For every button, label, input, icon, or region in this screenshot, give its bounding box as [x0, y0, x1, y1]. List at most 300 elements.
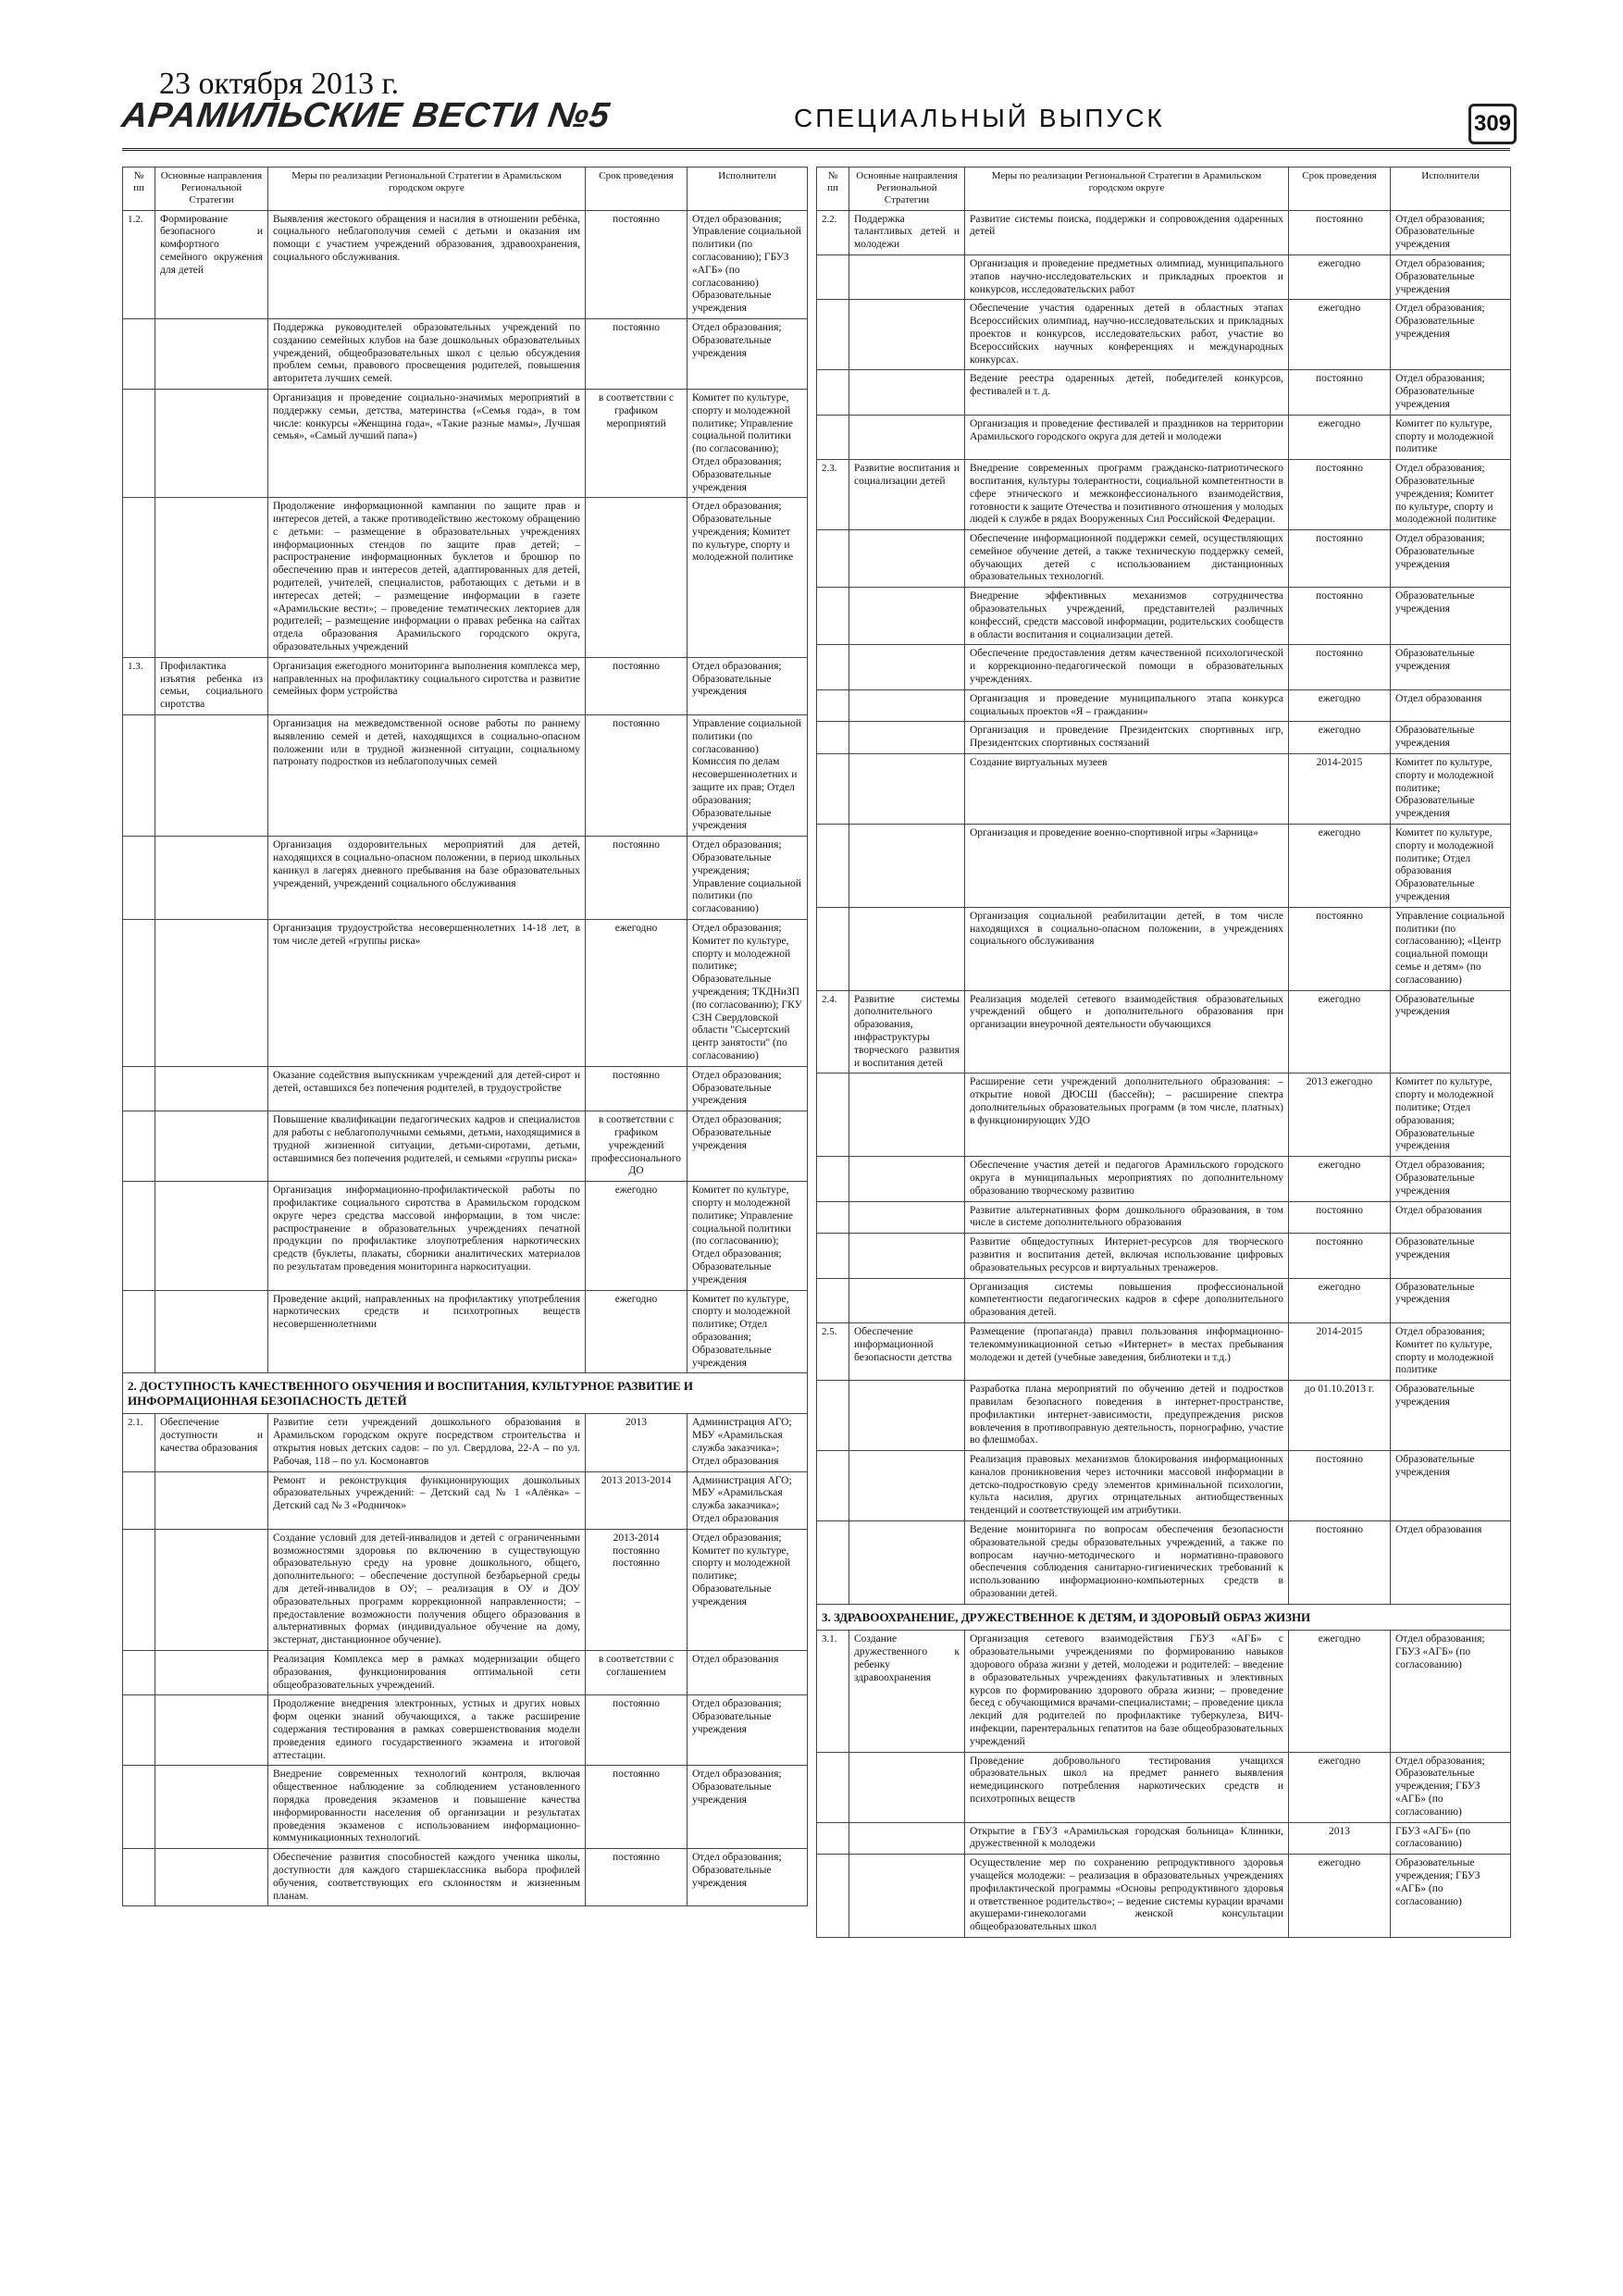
cell-direction — [849, 1278, 965, 1322]
cell-measure: Разработка плана мероприятий по обучению детей и подростков правилам безопасного поведения в интернет-пространстве, профилактики интернет-зависимости, предупреждения рисков вовлечения в противоправную деятельность, порнографию, участие во флешмобах. — [965, 1381, 1289, 1451]
cell-executors: Комитет по культуре, спорту и молодежной политике; Управление социальной политики (по согласованию); Отдел образования; Образовательные учреждения — [688, 1182, 808, 1290]
cell-executors: Отдел образования; Образовательные учреждения; Управление социальной политики (по согласованию) — [688, 837, 808, 920]
cell-direction — [849, 1157, 965, 1201]
cell-executors: Управление социальной политики (по согласованию); «Центр социальной помощи семье и детям» (по согласованию) — [1391, 907, 1511, 990]
cell-term: постоянно — [586, 1066, 688, 1111]
table-row — [817, 588, 1511, 645]
section-heading: 3. ЗДРАВООХРАНЕНИЕ, ДРУЖЕСТВЕННОЕ К ДЕТЯМ, И ЗДОРОВЫЙ ОБРАЗ ЖИЗНИ — [817, 1604, 1511, 1631]
cell-direction — [849, 1752, 965, 1822]
cell-term: постоянно — [1289, 530, 1391, 588]
cell-measure: Обеспечение участия одаренных детей в областных этапах Всероссийских олимпиад, научно-исследовательских и прикладных проектов и конкурсов, исследовательских работ, участие во Всероссийских научных конференциях и международных конкурсах. — [965, 300, 1289, 370]
cell-term: ежегодно — [1289, 689, 1391, 722]
cell-num — [123, 1766, 155, 1849]
cell-term: постоянно — [586, 715, 688, 837]
cell-direction — [155, 1766, 268, 1849]
cell-direction — [849, 1201, 965, 1234]
cell-term: в соответствии с графиком мероприятий — [586, 389, 688, 497]
cell-direction — [849, 754, 965, 825]
col-executors: Исполнители — [688, 168, 808, 211]
left-rows — [123, 210, 808, 1373]
cell-term: постоянно — [586, 1849, 688, 1906]
cell-num — [123, 1111, 155, 1182]
cell-num — [817, 907, 849, 990]
cell-executors: Отдел образования; Образовательные учреждения — [1391, 530, 1511, 588]
cell-measure: Поддержка руководителей образовательных учреждений по созданию семейных клубов на базе дошкольных образовательных учреждений, общеобразовательных школ с целью обсуждения проблем семьи, правового просвещения родителей, повышения авторитета лучших семей. — [268, 318, 586, 389]
table-row — [817, 1157, 1511, 1201]
cell-num: 1.3. — [123, 657, 155, 714]
cell-term: постоянно — [1289, 588, 1391, 645]
cell-direction — [849, 1855, 965, 1938]
cell-num — [817, 370, 849, 415]
table-row — [123, 920, 808, 1067]
cell-measure: Реализация правовых механизмов блокирования информационных каналов проникновения через источники массовой информации в детско-подростковую среду элементов криминальной психологии, культа насилия, других отрицательных антиобщественных тенденций и соответствующей им атрибутики. — [965, 1451, 1289, 1521]
cell-direction — [849, 254, 965, 299]
cell-num — [123, 1290, 155, 1373]
cell-executors: Комитет по культуре, спорту и молодежной политике; Отдел образования Образовательные учреждения — [1391, 825, 1511, 908]
cell-direction — [849, 415, 965, 459]
cell-term: постоянно — [586, 1766, 688, 1849]
cell-measure: Внедрение современных технологий контроля, включая общественное наблюдение за соблюдением установленного порядка проведения экзаменов и повышение качества информированности населения об организации и результатах проведения экзаменов с использованием информационно-коммуникационных технологий. — [268, 1766, 586, 1849]
table-row — [817, 689, 1511, 722]
cell-direction — [849, 1234, 965, 1278]
cell-num: 2.2. — [817, 210, 849, 254]
issue-date: 23 октября 2013 г. — [159, 67, 400, 101]
cell-num — [817, 530, 849, 588]
cell-measure: Организация и проведение муниципального этапа конкурса социальных проектов «Я – гражданин» — [965, 689, 1289, 722]
cell-term: постоянно — [1289, 460, 1391, 530]
cell-direction: Обеспечение доступности и качества образования — [155, 1414, 268, 1471]
cell-direction — [155, 920, 268, 1067]
cell-executors: Отдел образования; Комитет по культуре, спорту и молодежной политике; Образовательные учреждения — [688, 1529, 808, 1650]
cell-term: ежегодно — [1289, 1855, 1391, 1938]
cell-term: 2013-2014 постоянно постоянно — [586, 1529, 688, 1650]
table-row — [817, 415, 1511, 459]
cell-measure: Ремонт и реконструкция функционирующих дошкольных образовательных учреждений: – Детский сад № 1 «Алёнка» – Детский сад № 3 «Родничок» — [268, 1471, 586, 1529]
cell-executors: Отдел образования; Образовательные учреждения — [688, 1849, 808, 1906]
cell-term: постоянно — [586, 1695, 688, 1766]
cell-executors: Отдел образования; Образовательные учреждения; ГБУЗ «АГБ» (по согласованию) — [1391, 1752, 1511, 1822]
table-row — [817, 1234, 1511, 1278]
cell-executors: Образовательные учреждения — [1391, 990, 1511, 1074]
cell-measure: Реализация Комплекса мер в рамках модернизации общего образования, функционирования оптимальной сети общеобразовательных учреждений. — [268, 1651, 586, 1695]
table-row — [123, 1066, 808, 1111]
newspaper-title: АРАМИЛЬСКИЕ ВЕСТИ №5 — [119, 96, 613, 135]
table-row — [123, 715, 808, 837]
cell-term: ежегодно — [1289, 1631, 1391, 1752]
col-term: Срок проведения — [586, 168, 688, 211]
cell-measure: Развитие сети учреждений дошкольного образования в Арамильском городском округе посредством строительства и открытия новых детских садов: – по ул. Свердлова, 22-А – по ул. Рабочая, 118 – по ул. Космонавтов — [268, 1414, 586, 1471]
cell-measure: Размещение (пропаганда) правил пользования информационно-телекоммуникационной сетью «Интернет» в местах пребывания молодежи и детей (учебные заведения, библиотеки и т.д.) — [965, 1322, 1289, 1380]
col-num: № пп — [123, 168, 155, 211]
table-row — [817, 1752, 1511, 1822]
cell-measure: Оказание содействия выпускникам учреждений для детей-сирот и детей, оставшихся без попечения родителей, в трудоустройстве — [268, 1066, 586, 1111]
col-direction: Основные направления Региональной Стратегии — [849, 168, 965, 211]
cell-term: постоянно — [1289, 1201, 1391, 1234]
cell-direction — [155, 1471, 268, 1529]
right-rows-2 — [817, 1631, 1511, 1938]
table-row — [123, 318, 808, 389]
cell-term: ежегодно — [586, 1290, 688, 1373]
cell-executors: Отдел образования; Образовательные учреждения — [1391, 254, 1511, 299]
table-row — [817, 907, 1511, 990]
table-row — [817, 1201, 1511, 1234]
cell-measure: Организация и проведение предметных олимпиад, муниципального этапов научно-исследовательских и прикладных проектов и конкурсов, исследовательских работ — [965, 254, 1289, 299]
cell-num — [123, 1651, 155, 1695]
cell-term: до 01.10.2013 г. — [1289, 1381, 1391, 1451]
cell-direction — [155, 1290, 268, 1373]
cell-executors: Образовательные учреждения — [1391, 1381, 1511, 1451]
cell-measure: Реализация моделей сетевого взаимодействия образовательных учреждений общего и дополнительного образования при организации внеурочной деятельности обучающихся — [965, 990, 1289, 1074]
cell-executors: Комитет по культуре, спорту и молодежной политике; Отдел образования; Образовательные учреждения — [688, 1290, 808, 1373]
table-row — [817, 1278, 1511, 1322]
cell-direction — [849, 300, 965, 370]
cell-direction — [849, 370, 965, 415]
cell-measure: Создание условий для детей-инвалидов и детей с ограниченными возможностями здоровья по включению в существующую образовательную среду на уровне дошкольного, общего, дополнительного: – обеспечение доступной безбарьерной среды для детей-инвалидов в ОУ; – реализация в ОУ и ДОУ образовательных программ коррекционной направленности; – предоставление возможности получения общего образования в альтернативных формах (индивидуальное обучение на дому, экстернат, дистанционное обучение). — [268, 1529, 586, 1650]
cell-measure: Расширение сети учреждений дополнительного образования: – открытие новой ДЮСШ (бассейн); – расширение спектра дополнительных образовательных программ (в том числе, платных) в функционирующих УДО — [965, 1074, 1289, 1157]
col-measures: Меры по реализации Региональной Стратегии в Арамильском городском округе — [965, 168, 1289, 211]
cell-measure: Продолжение информационной кампании по защите прав и интересов детей, а также противодействию жестокому обращению с детьми: – размещение в образовательных учреждениях информационных стендов по защите прав детей; – распространение информационных буклетов и брошюр по обеспечению прав и интересов детей, адаптированных для детей, родителей, учителей, специалистов, работающих с детьми и в интересах детей; – размещение информации в газете «Арамильские вести»; – проведение тематических лекториев для родителей; – размещение информации о правах ребенка на сайтах отдела образования Арамильского городского округа, образовательных учреждений — [268, 498, 586, 658]
cell-direction — [849, 825, 965, 908]
cell-executors: Отдел образования; Образовательные учреждения — [688, 1111, 808, 1182]
table-row — [817, 1822, 1511, 1855]
cell-measure: Организация информационно-профилактической работы по профилактике социального сиротства в Арамильском городском округе через средства массовой информации, в том числе: распространение в образовательных учреждениях печатной продукции по профилактике злоупотребления наркотических средств (буклеты, плакаты, сборники аналитических материалов по результатам проведения мониторинга наркоситуации. — [268, 1182, 586, 1290]
cell-direction — [849, 645, 965, 689]
table-row — [123, 1695, 808, 1766]
table-row — [817, 754, 1511, 825]
cell-executors: Образовательные учреждения — [1391, 588, 1511, 645]
table-row — [817, 300, 1511, 370]
cell-measure: Ведение реестра одаренных детей, победителей конкурсов, фестивалей и т. д. — [965, 370, 1289, 415]
table-row — [817, 1322, 1511, 1380]
table-row — [123, 1111, 808, 1182]
cell-executors: Отдел образования — [1391, 1521, 1511, 1605]
cell-executors: Отдел образования — [688, 1651, 808, 1695]
cell-executors: Управление социальной политики (по согласованию) Комиссия по делам несовершеннолетних и защите их прав; Отдел образования; Образовательные учреждения — [688, 715, 808, 837]
cell-term: постоянно — [1289, 1234, 1391, 1278]
table-row — [817, 825, 1511, 908]
cell-term: ежегодно — [1289, 300, 1391, 370]
cell-term: ежегодно — [1289, 254, 1391, 299]
cell-term: ежегодно — [1289, 1752, 1391, 1822]
cell-measure: Организация и проведение социально-значимых мероприятий в поддержку семьи, детства, материнства («Семья года», в том числе: конкурсы «Женщина года», «Такие разные мамы», Лучшая семья», «Самый лучший папа») — [268, 389, 586, 497]
cell-num — [817, 300, 849, 370]
cell-num: 2.3. — [817, 460, 849, 530]
cell-direction: Развитие воспитания и социализации детей — [849, 460, 965, 530]
table-header-row — [817, 168, 1511, 211]
cell-num — [817, 645, 849, 689]
col-measures: Меры по реализации Региональной Стратегии в Арамильском городском округе — [268, 168, 586, 211]
table-row — [817, 530, 1511, 588]
cell-measure: Организация и проведение Президентских спортивных игр, Президентских спортивных состязаний — [965, 722, 1289, 754]
table-row — [123, 657, 808, 714]
cell-direction — [849, 689, 965, 722]
cell-executors: Отдел образования; Образовательные учреждения — [1391, 1157, 1511, 1201]
cell-num: 3.1. — [817, 1631, 849, 1752]
cell-measure: Ведение мониторинга по вопросам обеспечения безопасности образовательной среды образовательных учреждений, а также по вопросам научно-методического и нормативно-правового обеспечения соблюдения санитарно-гигиенических требований к использованию информационно-компьютерных средств в образовании детей. — [965, 1521, 1289, 1605]
cell-term: постоянно — [1289, 645, 1391, 689]
cell-measure: Создание виртуальных музеев — [965, 754, 1289, 825]
table-row — [123, 1182, 808, 1290]
cell-term: постоянно — [1289, 1521, 1391, 1605]
cell-measure: Проведение акций, направленных на профилактику употребления наркотических средств и психотропных веществ несовершеннолетними — [268, 1290, 586, 1373]
strategy-table-left — [122, 167, 808, 1906]
cell-num — [123, 1471, 155, 1529]
section-row — [817, 1604, 1511, 1631]
cell-measure: Открытие в ГБУЗ «Арамильская городская больница» Клиники, дружественной к молодежи — [965, 1822, 1289, 1855]
cell-executors: Образовательные учреждения — [1391, 1234, 1511, 1278]
cell-direction — [155, 1529, 268, 1650]
cell-executors: Отдел образования — [1391, 689, 1511, 722]
table-row — [817, 1381, 1511, 1451]
header-rule — [122, 148, 1510, 151]
cell-executors: Комитет по культуре, спорту и молодежной политике; Отдел образования; Образовательные учреждения — [1391, 1074, 1511, 1157]
cell-num — [817, 1855, 849, 1938]
table-row — [123, 1414, 808, 1471]
table-row — [123, 498, 808, 658]
table-row — [123, 1651, 808, 1695]
cell-measure: Организация и проведение военно-спортивной игры «Зарница» — [965, 825, 1289, 908]
cell-executors: Отдел образования; Образовательные учреждения — [1391, 210, 1511, 254]
cell-executors: Образовательные учреждения — [1391, 722, 1511, 754]
cell-term: 2014-2015 — [1289, 1322, 1391, 1380]
cell-measure: Организация трудоустройства несовершеннолетних 14-18 лет, в том числе детей «группы риска» — [268, 920, 586, 1067]
section-heading: 2. ДОСТУПНОСТЬ КАЧЕСТВЕННОГО ОБУЧЕНИЯ И ВОСПИТАНИЯ, КУЛЬТУРНОЕ РАЗВИТИЕ И ИНФОРМАЦИОННАЯ БЕЗОПАСНОСТЬ ДЕТЕЙ — [123, 1373, 808, 1414]
cell-executors: Комитет по культуре, спорту и молодежной политике; Управление социальной политики (по согласованию); Отдел образования; Образовательные учреждения — [688, 389, 808, 497]
cell-measure: Продолжение внедрения электронных, устных и других новых форм оценки знаний обучающихся, а также расширение содержания тестирования в рамках совершенствования модели проведения единого государственного экзамена и итоговой аттестации. — [268, 1695, 586, 1766]
cell-direction — [849, 1074, 965, 1157]
cell-term: постоянно — [1289, 370, 1391, 415]
page-number: 309 — [1468, 104, 1517, 144]
cell-measure: Организация сетевого взаимодействия ГБУЗ «АГБ» с образовательными учреждениями по формированию навыков здорового образа жизни у детей, молодежи и родителей: – введение в образовательных учреждениях факультативных и элективных курсов по формированию здорового образа жизни; – проведение бесед с обучающимися врачами-специалистами; – проведение цикла лекций для родителей по профилактике туберкулеза, ВИЧ-инфекции, парентеральных гепатитов на базе общеобразовательных учреждений — [965, 1631, 1289, 1752]
cell-direction: Формирование безопасного и комфортного семейного окружения для детей — [155, 210, 268, 318]
table-row — [817, 1855, 1511, 1938]
cell-measure: Проведение добровольного тестирования учащихся образовательных школ на предмет раннего выявления немедицинского потребления наркотических средств и психотропных веществ — [965, 1752, 1289, 1822]
table-row — [817, 645, 1511, 689]
cell-num — [123, 1695, 155, 1766]
cell-measure: Организация оздоровительных мероприятий для детей, находящихся в социально-опасном положении, в период школьных каникул в лагерях дневного пребывания на базе образовательных учреждений, учреждений социального обслуживания — [268, 837, 586, 920]
cell-direction — [849, 907, 965, 990]
col-direction: Основные направления Региональной Стратегии — [155, 168, 268, 211]
cell-term: постоянно — [586, 837, 688, 920]
cell-measure: Организация социальной реабилитации детей, в том числе находящихся в социально-опасном положении, в учреждениях социального обслуживания — [965, 907, 1289, 990]
cell-measure: Организация и проведение фестивалей и праздников на территории Арамильского городского округа для детей и молодежи — [965, 415, 1289, 459]
strategy-table-right — [816, 167, 1511, 1938]
cell-executors: Отдел образования — [1391, 1201, 1511, 1234]
page-header — [0, 0, 1623, 148]
cell-executors: Отдел образования; Образовательные учреждения — [1391, 300, 1511, 370]
cell-executors: Отдел образования; Образовательные учреждения — [688, 1766, 808, 1849]
cell-term: ежегодно — [586, 920, 688, 1067]
col-executors: Исполнители — [1391, 168, 1511, 211]
cell-measure: Организация системы повышения профессиональной компетентности педагогических кадров в сфере дополнительного образования детей. — [965, 1278, 1289, 1322]
cell-measure: Обеспечение участия детей и педагогов Арамильского городского округа в муниципальных мероприятиях по дополнительному образованию творческому развитию — [965, 1157, 1289, 1201]
table-row — [817, 370, 1511, 415]
cell-term: 2013 — [586, 1414, 688, 1471]
cell-term: 2014-2015 — [1289, 754, 1391, 825]
cell-term: постоянно — [586, 318, 688, 389]
table-row — [817, 1521, 1511, 1605]
cell-direction — [849, 1521, 965, 1605]
cell-num — [817, 415, 849, 459]
cell-term: ежегодно — [1289, 415, 1391, 459]
cell-direction — [155, 715, 268, 837]
cell-measure: Развитие системы поиска, поддержки и сопровождения одаренных детей — [965, 210, 1289, 254]
cell-measure: Развитие альтернативных форм дошкольного образования, в том числе в системе дополнительного образования — [965, 1201, 1289, 1234]
cell-executors: Отдел образования; Комитет по культуре, спорту и молодежной политике — [1391, 1322, 1511, 1380]
cell-direction — [849, 588, 965, 645]
cell-executors: Отдел образования; Образовательные учреждения; Комитет по культуре, спорту и молодежной политике — [1391, 460, 1511, 530]
cell-direction — [155, 498, 268, 658]
table-row — [123, 1290, 808, 1373]
table-row — [123, 210, 808, 318]
cell-measure: Организация ежегодного мониторинга выполнения комплекса мер, направленных на профилактику социального сиротства и развитие семейных форм устройства — [268, 657, 586, 714]
section-row — [123, 1373, 808, 1414]
cell-executors: ГБУЗ «АГБ» (по согласованию) — [1391, 1822, 1511, 1855]
cell-num — [817, 722, 849, 754]
cell-num: 1.2. — [123, 210, 155, 318]
cell-direction — [155, 389, 268, 497]
cell-term: постоянно — [1289, 907, 1391, 990]
table-row — [817, 1074, 1511, 1157]
cell-executors: Отдел образования; Образовательные учреждения — [688, 318, 808, 389]
col-term: Срок проведения — [1289, 168, 1391, 211]
cell-num — [123, 1529, 155, 1650]
cell-executors: Образовательные учреждения; ГБУЗ «АГБ» (по согласованию) — [1391, 1855, 1511, 1938]
cell-measure: Обеспечение информационной поддержки семей, осуществляющих семейное обучение детей, а также техническую поддержку семей, обучающих детей с использованием дистанционных образовательных технологий. — [965, 530, 1289, 588]
cell-direction — [155, 318, 268, 389]
cell-num — [817, 1752, 849, 1822]
right-rows — [817, 210, 1511, 1604]
cell-num — [123, 318, 155, 389]
table-row — [123, 837, 808, 920]
cell-direction — [155, 1849, 268, 1906]
cell-term: постоянно — [1289, 210, 1391, 254]
cell-num — [817, 254, 849, 299]
cell-measure: Обеспечение развития способностей каждого ученика школы, доступности для каждого старшеклассника выбора профилей обучения, соответствующих его склонностям и жизненным планам. — [268, 1849, 586, 1906]
table-row — [817, 1451, 1511, 1521]
cell-num — [817, 825, 849, 908]
cell-executors: Отдел образования; Комитет по культуре, спорту и молодежной политике; Образовательные учреждения; ТКДНиЗП (по согласованию); ГКУ СЗН Свердловской области "Сысертский центр занятости" (по согласованию) — [688, 920, 808, 1067]
cell-direction — [849, 1381, 965, 1451]
cell-direction: Профилактика изъятия ребенка из семьи, социального сиротства — [155, 657, 268, 714]
cell-num — [817, 1451, 849, 1521]
cell-executors: Комитет по культуре, спорту и молодежной политике — [1391, 415, 1511, 459]
cell-direction — [155, 1182, 268, 1290]
cell-direction — [155, 1066, 268, 1111]
cell-term: 2013 2013-2014 — [586, 1471, 688, 1529]
cell-measure: Развитие общедоступных Интернет-ресурсов для творческого развития и воспитания детей, включая использование цифровых образовательных ресурсов и виртуальных тренажеров. — [965, 1234, 1289, 1278]
cell-num — [817, 689, 849, 722]
cell-direction — [849, 1451, 965, 1521]
cell-num — [123, 715, 155, 837]
cell-num — [817, 1278, 849, 1322]
cell-term: в соответствии с графиком учреждений профессионального ДО — [586, 1111, 688, 1182]
cell-direction — [849, 1822, 965, 1855]
cell-measure: Повышение квалификации педагогических кадров и специалистов для работы с неблагополучными семьями, детьми, находящимися в трудной жизненной ситуации, детьми-сиротами, детьми, оставшимися без попечения родителей, и семьями «группы риска» — [268, 1111, 586, 1182]
cell-num — [123, 1849, 155, 1906]
cell-num — [123, 1182, 155, 1290]
special-issue-label: СПЕЦИАЛЬНЫЙ ВЫПУСК — [794, 104, 1165, 132]
cell-measure: Осуществление мер по сохранению репродуктивного здоровья учащейся молодежи: – реализация в образовательных учреждениях профилактической программы «Основы репродуктивного здоровья и ответственное родительство»; – ведение системы курации врачами акушерами-гинекологами женской консультации общеобразовательных школ — [965, 1855, 1289, 1938]
table-row — [817, 990, 1511, 1074]
cell-executors: Образовательные учреждения — [1391, 645, 1511, 689]
cell-executors: Отдел образования; ГБУЗ «АГБ» (по согласованию) — [1391, 1631, 1511, 1752]
table-row — [123, 1471, 808, 1529]
cell-num — [817, 1234, 849, 1278]
table-row — [817, 254, 1511, 299]
table-row — [123, 1849, 808, 1906]
cell-executors: Отдел образования; Образовательные учреждения — [688, 1066, 808, 1111]
cell-direction: Обеспечение информационной безопасности детства — [849, 1322, 965, 1380]
table-row — [817, 722, 1511, 754]
cell-direction: Создание дружественного к ребенку здравоохранения — [849, 1631, 965, 1752]
cell-num — [817, 1157, 849, 1201]
cell-num — [817, 1381, 849, 1451]
cell-num — [817, 1521, 849, 1605]
table-row — [123, 1766, 808, 1849]
cell-term: ежегодно — [586, 1182, 688, 1290]
cell-term: ежегодно — [1289, 1278, 1391, 1322]
cell-term: ежегодно — [1289, 990, 1391, 1074]
cell-direction — [155, 1111, 268, 1182]
cell-term: ежегодно — [1289, 1157, 1391, 1201]
cell-direction — [155, 837, 268, 920]
cell-term — [586, 498, 688, 658]
cell-executors: Администрация АГО; МБУ «Арамильская служба заказчика»; Отдел образования — [688, 1414, 808, 1471]
table-row — [123, 389, 808, 497]
table-row — [817, 210, 1511, 254]
cell-measure: Внедрение эффективных механизмов сотрудничества образовательных учреждений, представителей различных конфессий, средств массовой информации, родительских сообществ в области воспитания и социализации детей. — [965, 588, 1289, 645]
cell-direction — [849, 530, 965, 588]
cell-executors: Отдел образования; Образовательные учреждения; Комитет по культуре, спорту и молодежной политике — [688, 498, 808, 658]
cell-executors: Отдел образования; Образовательные учреждения — [1391, 370, 1511, 415]
cell-term: ежегодно — [1289, 825, 1391, 908]
cell-num — [123, 389, 155, 497]
cell-executors: Администрация АГО; МБУ «Арамильская служба заказчика»; Отдел образования — [688, 1471, 808, 1529]
cell-num — [817, 1074, 849, 1157]
cell-num: 2.1. — [123, 1414, 155, 1471]
cell-executors: Отдел образования; Образовательные учреждения — [688, 657, 808, 714]
cell-measure: Обеспечение предоставления детям качественной психологической и коррекционно-педагогической помощи в образовательных учреждениях. — [965, 645, 1289, 689]
cell-num: 2.5. — [817, 1322, 849, 1380]
cell-term: ежегодно — [1289, 722, 1391, 754]
cell-term: в соответствии с соглашением — [586, 1651, 688, 1695]
cell-executors: Образовательные учреждения — [1391, 1451, 1511, 1521]
cell-num — [123, 1066, 155, 1111]
cell-num — [123, 920, 155, 1067]
cell-num — [817, 754, 849, 825]
cell-executors: Образовательные учреждения — [1391, 1278, 1511, 1322]
cell-measure: Организация на межведомственной основе работы по раннему выявлению семей и детей, находящихся в социально-опасном положении или в трудной жизненной ситуации, социальному патронату подростков из неблагополучных семей — [268, 715, 586, 837]
cell-num — [817, 1822, 849, 1855]
cell-direction — [155, 1695, 268, 1766]
cell-direction: Развитие системы дополнительного образования, инфраструктуры творческого развития и воспитания детей — [849, 990, 965, 1074]
cell-num — [817, 588, 849, 645]
cell-num — [123, 837, 155, 920]
table-row — [817, 1631, 1511, 1752]
cell-term: 2013 ежегодно — [1289, 1074, 1391, 1157]
col-num: № пп — [817, 168, 849, 211]
cell-direction — [155, 1651, 268, 1695]
cell-executors: Отдел образования; Управление социальной политики (по согласованию); ГБУЗ «АГБ» (по согласованию) Образовательные учреждения — [688, 210, 808, 318]
cell-direction: Поддержка талантливых детей и молодежи — [849, 210, 965, 254]
table-row — [817, 460, 1511, 530]
left-rows-2 — [123, 1414, 808, 1906]
cell-executors: Комитет по культуре, спорту и молодежной политике; Образовательные учреждения — [1391, 754, 1511, 825]
cell-term: постоянно — [1289, 1451, 1391, 1521]
cell-term: постоянно — [586, 210, 688, 318]
cell-term: постоянно — [586, 657, 688, 714]
